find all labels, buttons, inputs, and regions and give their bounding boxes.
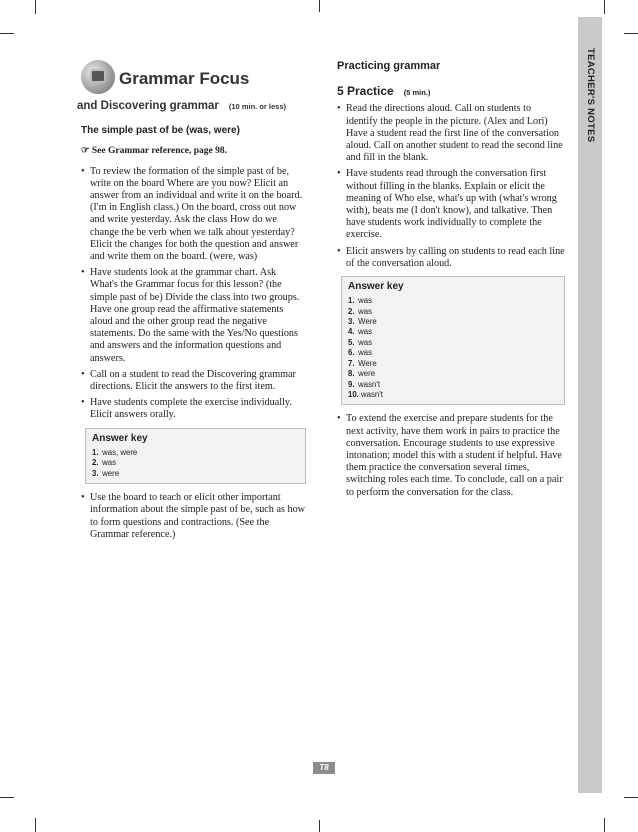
list-item: • Have students read through the conversation first without filling in the blanks. Explain or elicit the meaning of Who else, what's up with (what's wrong with), beats me (I don't know), and talkative. Then have students work individually to complete the exercise. (337, 168, 565, 241)
crop-mark (0, 33, 14, 34)
crop-mark (624, 797, 638, 798)
answer-key-title: Answer key (92, 432, 148, 444)
answer-item: 5. was (348, 337, 373, 347)
grammar-heading: The simple past of be (was, were) (81, 125, 240, 137)
list-item: • Call on a student to read the Discovering grammar directions. Elicit the answers to the first item. (81, 369, 306, 393)
grammar-focus-title: Grammar Focus (119, 69, 250, 88)
practice-time: (5 min.) (403, 88, 431, 98)
answer-item: 1. was, were (92, 447, 138, 457)
list-item: • Elicit answers by calling on students to read each line of the conversation aloud. (337, 246, 565, 270)
crop-mark (319, 0, 320, 12)
left-column (77, 60, 306, 545)
answer-item: 2. was (348, 306, 373, 316)
answer-item: 4. was (348, 327, 373, 337)
crop-mark (319, 820, 320, 832)
answer-item: 9. wasn't (348, 379, 381, 389)
crop-mark (604, 818, 605, 832)
section-subtitle (77, 100, 306, 113)
answer-item: 10. wasn't (348, 389, 383, 399)
practice-label: 5 Practice (337, 84, 394, 99)
answer-item: 6. was (348, 348, 373, 358)
crop-mark (624, 33, 638, 34)
right-column (337, 60, 565, 503)
list-item: • Have students complete the exercise individually. Elicit answers orally. (81, 397, 306, 421)
answer-item: 3. were (92, 468, 120, 478)
practice-title (337, 85, 565, 99)
crop-mark (0, 797, 14, 798)
crop-mark (604, 0, 605, 14)
grammar-reference: ☞ See Grammar reference, page 98. (81, 146, 227, 157)
answer-key-box (341, 276, 565, 405)
grammar-focus-header (81, 60, 306, 100)
list-item: • Use the board to teach or elicit other important information about the simple past of be, such as how to form questions and contractions. (See the Grammar reference.) (81, 492, 306, 541)
answer-item: 2. was (92, 458, 117, 468)
list-item: • To review the formation of the simple past of be, write on the board Where are you now? Elicit an answer from an individual and write it on the board. (I'm in English class.) On the board, cross out now and write yesterday. Ask the class How do we change the be verb when we talk about yesterday? Elicit the changes for both the question and answer and write them on the board. (were, was) (81, 166, 306, 264)
right-bullets-after (337, 413, 565, 498)
answer-key-title: Answer key (348, 281, 404, 293)
crop-mark (35, 0, 36, 14)
list-item: • Read the directions aloud. Call on students to identify the people in the picture. (Alex and Lori) Have a student read the first line of the conversation aloud. Call on another student to read the second line and fill in the blank. (337, 103, 565, 164)
answer-item: 3. Were (348, 317, 377, 327)
right-bullets (337, 103, 565, 270)
left-bullets-after (81, 492, 306, 541)
camera-icon (81, 60, 115, 94)
crop-mark (35, 818, 36, 832)
answer-key-box (85, 428, 306, 484)
subtitle-text: and Discovering grammar (77, 100, 219, 112)
answer-item: 7. Were (348, 358, 377, 368)
left-bullets (81, 166, 306, 422)
list-item: • Have students look at the grammar chart. Ask What's the Grammar focus for this lesson? (the simple past of be) Divide the class into two groups. Have one group read the affirmative statements aloud and the other group read the negative statements. Do the same with the Yes/No questions and answers and the information questions and answers. (81, 267, 306, 365)
subtitle-time: (10 min. or less) (228, 102, 286, 111)
sidebar-label: TEACHER'S NOTES (585, 48, 596, 143)
page-number: T8 (313, 762, 335, 774)
list-item: • To extend the exercise and prepare students for the next activity, have them work in pairs to practice the conversation. Encourage students to use expressive intonation; model this with a student if helpful. Have them practice the conversation several times, switching roles each time. To conclude, call on a pair to perform the conversation for the class. (337, 413, 565, 498)
answer-item: 8. were (348, 369, 376, 379)
answer-item: 1. was (348, 296, 373, 306)
practicing-grammar-title: Practicing grammar (337, 60, 441, 72)
